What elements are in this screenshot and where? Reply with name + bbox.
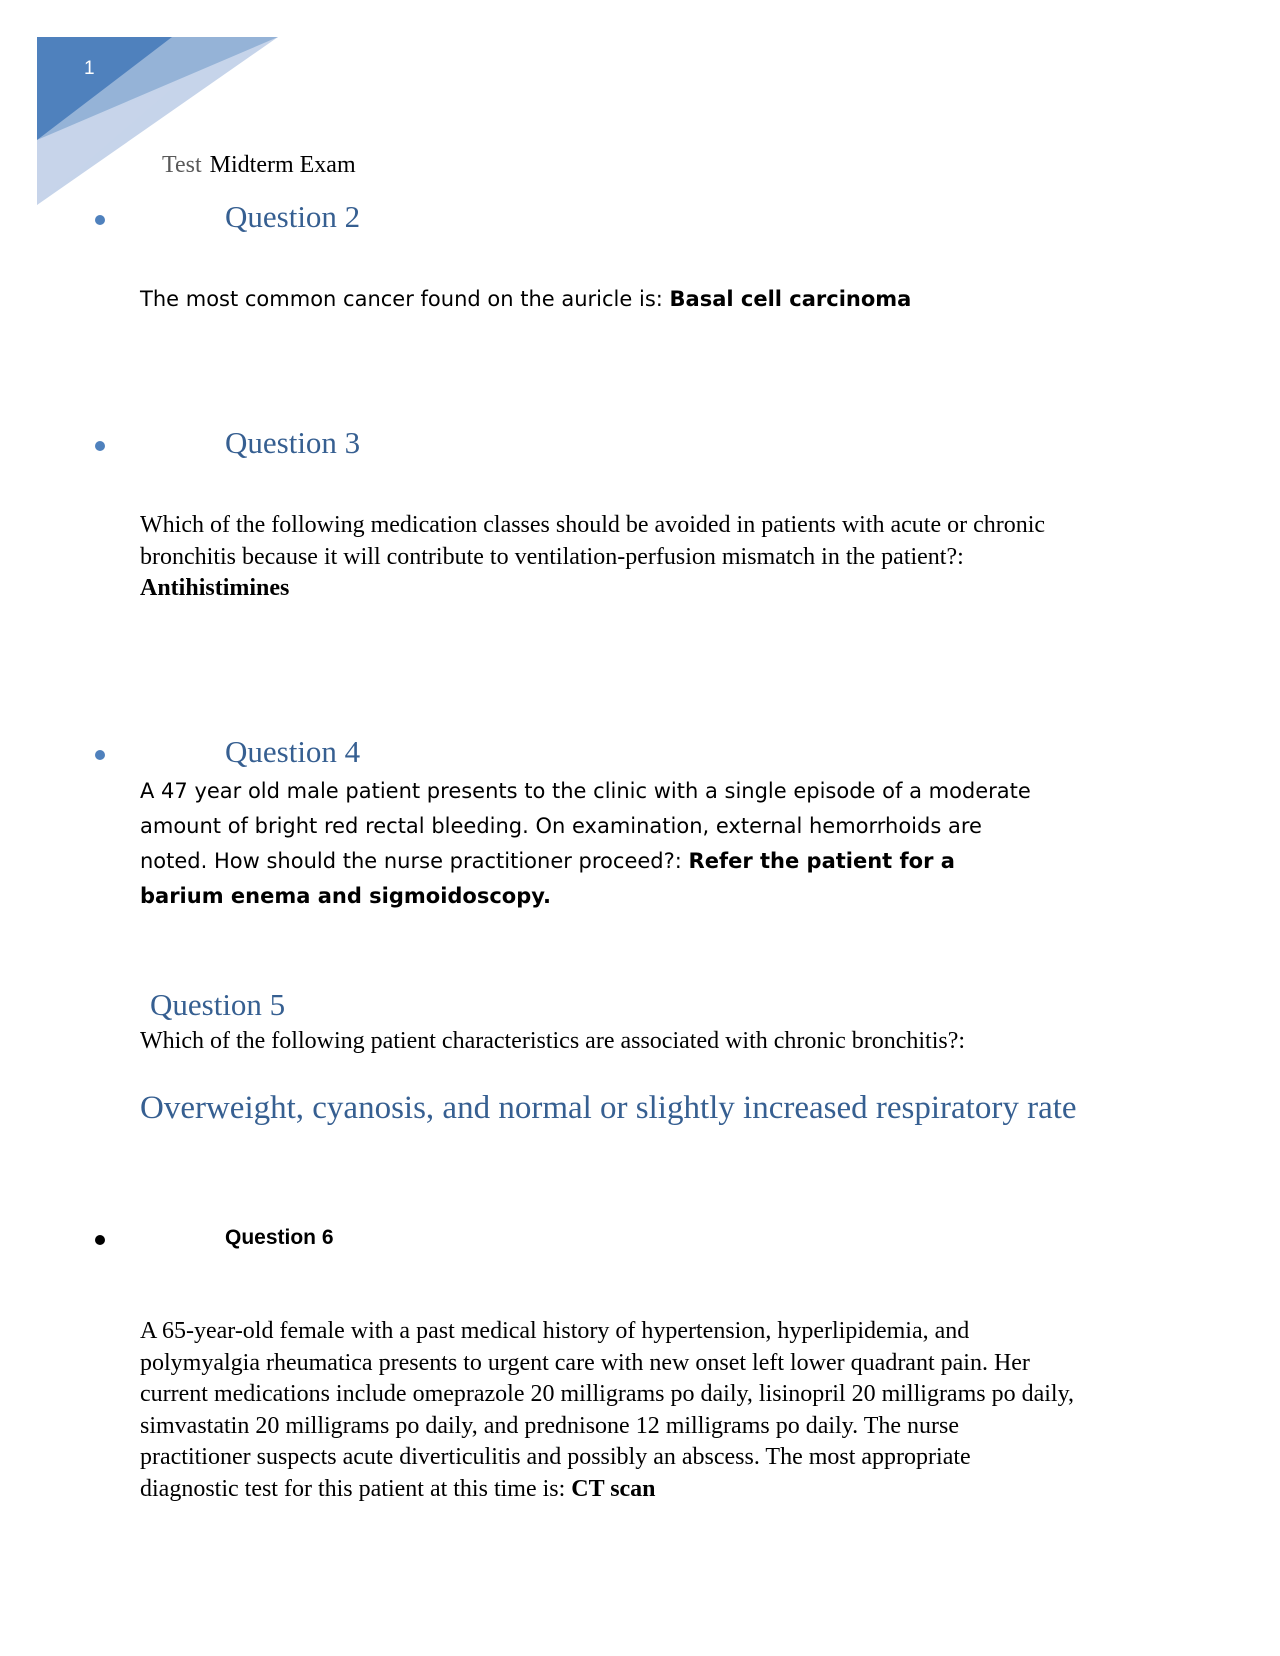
bullet [95, 750, 105, 760]
question-2-text: The most common cancer found on the auricle is: [140, 287, 670, 311]
question-5-answer: Overweight, cyanosis, and normal or slightly increased respiratory rate [140, 1090, 1077, 1126]
question-4-text: A 47 year old male patient presents to the clinic with a single episode of a moderate amount of bright red rectal bleeding. On examination, external hemorrhoids are noted. How should the nurse practitioner proceed?: [140, 779, 1031, 873]
question-3-answer: Antihistimines [140, 575, 290, 601]
question-4-heading: Question 4 [225, 734, 361, 769]
question-6-answer: CT scan [571, 1475, 656, 1502]
document-header [162, 152, 356, 179]
question-6-heading: Question 6 [225, 1226, 334, 1249]
question-2-answer: Basal cell carcinoma [669, 287, 912, 311]
bullet [95, 1235, 105, 1245]
question-5-body [140, 1026, 1190, 1058]
question-2-heading: Question 2 [225, 199, 361, 234]
question-5-heading: Question 5 [150, 987, 286, 1022]
header-title: Midterm Exam [209, 152, 356, 178]
question-6-text: A 65-year-old female with a past medical history of hypertension, hyperlipidemia, and polymyalgia rheumatica presents to urgent care with new onset left lower quadrant pain. Her current medications include omeprazole 20 milligrams po daily, lisinopril 20 milligrams po daily, simvastatin 20 milligrams po daily, and prednisone 12 milligrams po daily. The nurse practitioner suspects acute diverticulitis and possibly an abscess. The most appropriate diagnostic test for this patient at this time is: [140, 1318, 1075, 1502]
bullet [95, 215, 105, 225]
question-4-body [140, 774, 1040, 914]
question-3-heading: Question 3 [225, 425, 361, 460]
question-3-text: Which of the following medication classes should be avoided in patients with acute or chronic bronchitis because it will contribute to ventilation-perfusion mismatch in the patient?: [140, 512, 1046, 570]
corner-decoration [0, 0, 300, 220]
bullet [95, 441, 105, 451]
header-prefix: Test [162, 152, 202, 178]
question-4-answer: Refer the patient for a barium enema and sigmoidoscopy. [140, 849, 955, 908]
question-5-text: Which of the following patient characteristics are associated with chronic bronchitis?: [140, 1028, 966, 1054]
question-3-body [140, 510, 1080, 605]
page-number: 1 [84, 58, 95, 79]
question-6-body [140, 1316, 1075, 1505]
question-2-body [140, 282, 1140, 317]
